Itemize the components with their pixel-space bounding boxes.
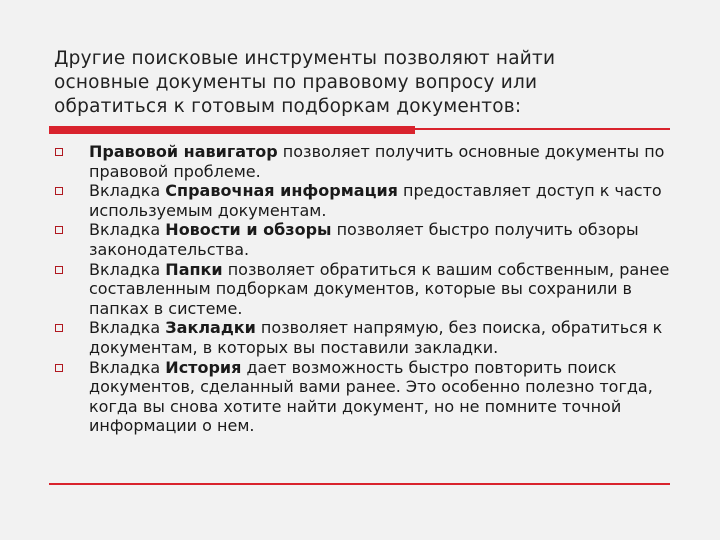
square-bullet-icon: [55, 148, 63, 156]
list-item-history: [52, 358, 672, 436]
list-item-news-reviews: [52, 220, 672, 259]
item-bold: Правовой навигатор: [89, 142, 278, 161]
item-post: позволяет получить основные документы по правовой проблеме.: [89, 142, 665, 181]
item-post: дает возможность быстро повторить поиск документов, сделанный вами ранее. Это особенно полезно тогда, когда вы снова хотите найти документ, но не помните точной информации о нем.: [89, 357, 653, 436]
item-pre: Вкладка: [89, 259, 166, 279]
top-divider-thin: [415, 128, 670, 130]
item-post: предоставляет доступ к часто используемым документам.: [89, 181, 662, 220]
list-item-folders: [52, 260, 672, 319]
bottom-divider: [49, 483, 670, 485]
item-bold: Новости и обзоры: [165, 220, 332, 240]
item-pre: Вкладка: [89, 318, 166, 338]
top-divider-thick: [49, 126, 415, 134]
item-pre: Вкладка: [89, 181, 166, 201]
square-bullet-icon: [55, 226, 63, 234]
slide-title: Другие поисковые инструменты позволяют найти основные документы по правовому вопросу или обратиться к готовым подборкам документов:: [54, 48, 556, 117]
item-post: позволяет быстро получить обзоры законодательства.: [89, 220, 639, 259]
item-bold: Справочная информация: [165, 181, 398, 201]
tools-list: [52, 142, 672, 436]
list-item-legal-navigator: [52, 142, 672, 181]
square-bullet-icon: [55, 324, 63, 332]
item-post: позволяет обратиться к вашим собственным, ранее составленным подборкам документов, которые вы сохранили в папках в системе.: [89, 259, 670, 318]
item-pre: Вкладка: [89, 357, 166, 377]
square-bullet-icon: [55, 266, 63, 274]
item-post: позволяет напрямую, без поиска, обратиться к документам, в которых вы поставили закладки.: [89, 318, 663, 357]
top-divider: [49, 126, 670, 134]
list-item-bookmarks: [52, 318, 672, 357]
square-bullet-icon: [55, 364, 63, 372]
item-pre: Вкладка: [89, 220, 166, 240]
item-bold: Папки: [165, 259, 223, 279]
item-bold: История: [165, 357, 242, 377]
square-bullet-icon: [55, 187, 63, 195]
item-bold: Закладки: [165, 318, 256, 338]
list-item-reference-info: [52, 181, 672, 220]
